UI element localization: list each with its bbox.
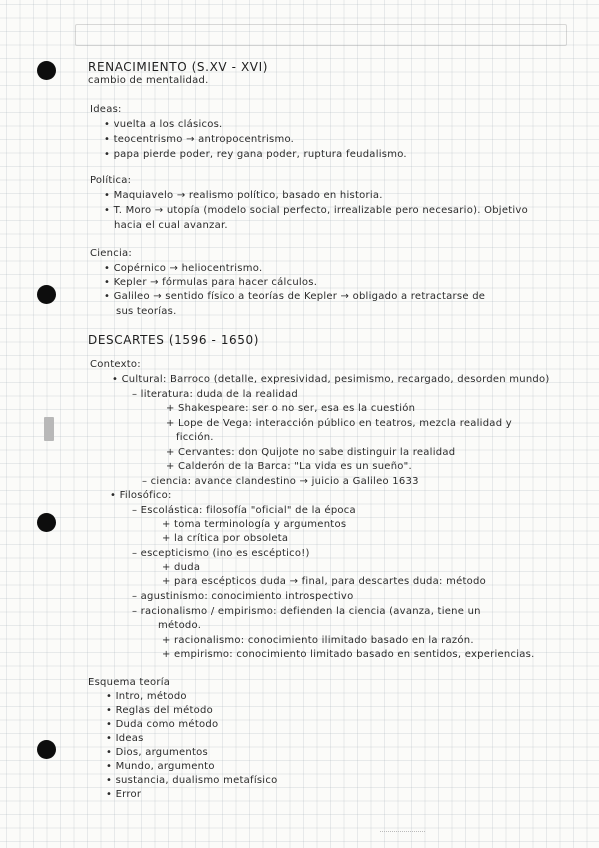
note-line: + empirismo: conocimiento limitado basado en sentidos, experiencias. [162, 649, 535, 660]
note-line: • Reglas del método [106, 705, 213, 716]
note-line: – Escolástica: filosofía "oficial" de la época [132, 505, 356, 516]
note-line: Esquema teoría [88, 677, 171, 688]
note-line: • vuelta a los clásicos. [104, 119, 223, 130]
note-line: – ciencia: avance clandestino → juicio a Galileo 1633 [142, 476, 419, 487]
note-line: • Ideas [106, 733, 144, 744]
note-line: método. [158, 620, 202, 631]
note-line: – agustinismo: conocimiento introspectivo [132, 591, 354, 602]
note-line: + Lope de Vega: interacción público en teatros, mezcla realidad y [166, 418, 512, 429]
note-line: Política: [90, 175, 132, 186]
note-line: • sustancia, dualismo metafísico [106, 775, 278, 786]
section-title: DESCARTES (1596 - 1650) [88, 333, 260, 347]
note-line: • Error [106, 789, 142, 800]
note-line: + toma terminología y argumentos [162, 519, 347, 530]
note-line: • Cultural: Barroco (detalle, expresividad, pesimismo, recargado, desorden mundo) [112, 374, 550, 385]
note-line: • Filosófico: [110, 490, 172, 501]
note-line: + Calderón de la Barca: "La vida es un sueño". [166, 461, 412, 472]
note-line: • Maquiavelo → realismo político, basado en historia. [104, 190, 383, 201]
note-line: + Shakespeare: ser o no ser, esa es la cuestión [166, 403, 416, 414]
punch-hole [37, 740, 56, 759]
note-line: cambio de mentalidad. [88, 75, 209, 86]
note-line: + racionalismo: conocimiento ilimitado basado en la razón. [162, 635, 474, 646]
note-line: + Cervantes: don Quijote no sabe distinguir la realidad [166, 447, 456, 458]
note-line: + la crítica por obsoleta [162, 533, 289, 544]
note-line: – racionalismo / empirismo: defienden la ciencia (avanza, tiene un [132, 606, 481, 617]
note-line: hacia el cual avanzar. [114, 220, 228, 231]
note-line: • Duda como método [106, 719, 219, 730]
note-line: • Kepler → fórmulas para hacer cálculos. [104, 277, 318, 288]
note-line: ficción. [176, 432, 214, 443]
note-line: – literatura: duda de la realidad [132, 389, 298, 400]
header-strip [75, 24, 567, 46]
punch-hole [37, 513, 56, 532]
punch-hole [37, 285, 56, 304]
note-line: + duda [162, 562, 201, 573]
note-line: • Dios, argumentos [106, 747, 208, 758]
punch-hole [37, 61, 56, 80]
note-line: Ciencia: [90, 248, 133, 259]
note-line: Ideas: [90, 104, 122, 115]
note-line: – escepticismo (ino es escéptico!) [132, 548, 310, 559]
note-line: Contexto: [90, 359, 141, 370]
note-line: • Copérnico → heliocentrismo. [104, 263, 263, 274]
note-line: + para escépticos duda → final, para descartes duda: método [162, 576, 486, 587]
side-tag [44, 417, 54, 441]
section-title: RENACIMIENTO (S.XV - XVI) [88, 60, 269, 74]
footer-mark [380, 831, 425, 835]
note-line: • teocentrismo → antropocentrismo. [104, 134, 295, 145]
note-line: • papa pierde poder, rey gana poder, ruptura feudalismo. [104, 149, 407, 160]
note-line: • Intro, método [106, 691, 187, 702]
note-line: • T. Moro → utopía (modelo social perfecto, irrealizable pero necesario). Objetivo [104, 205, 528, 216]
note-line: • Mundo, argumento [106, 761, 215, 772]
note-line: sus teorías. [116, 306, 177, 317]
note-line: • Galileo → sentido físico a teorías de Kepler → obligado a retractarse de [104, 291, 486, 302]
